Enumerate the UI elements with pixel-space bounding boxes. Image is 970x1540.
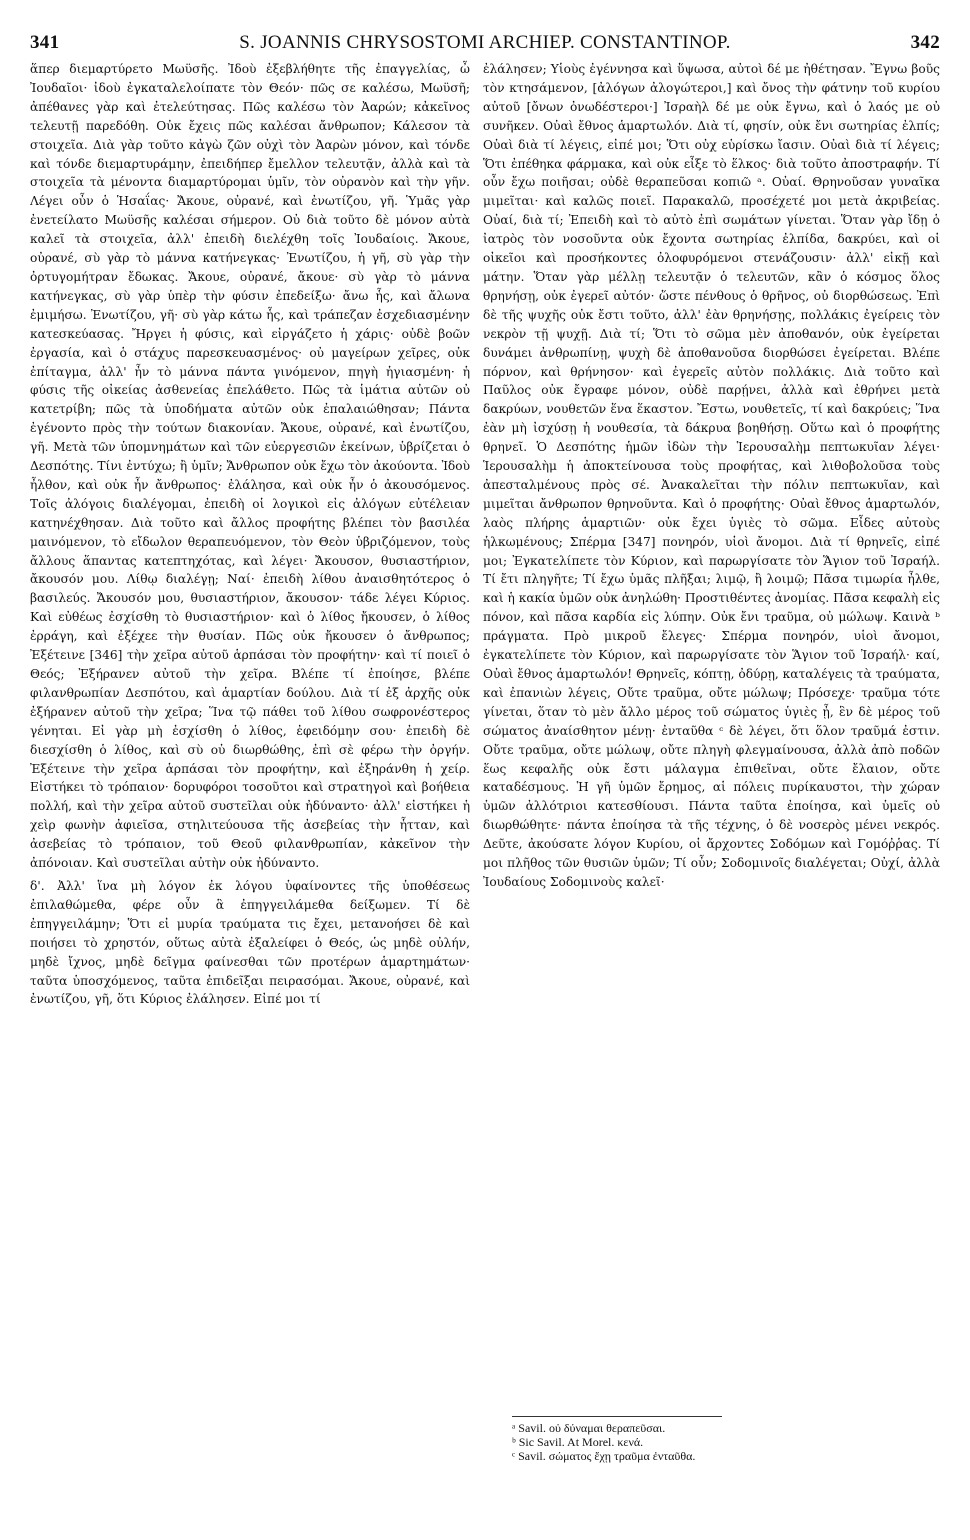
footnote-b: ᵇ Sic Savil. At Morel. κενά. <box>512 1435 644 1449</box>
page-header <box>30 32 940 56</box>
left-paragraph-2: δ'. Ἀλλ' ἵνα μὴ λόγον ἐκ λόγου ὑφαίνοντες τῆς ὑποθέσεως ἐπιλαθώμεθα, φέρε οὖν ἃ ἐπηγγειλάμεθα δείξωμεν. Τί δὲ ἐπηγγειλάμην; Ὅτι εἰ μυρία τραύματα τις ἔχει, μετανοήσει δὲ καὶ ποιήσει τὸ χρηστόν, οὕτως αὐτὰ ἐξαλείφει ὁ Θεός, ὡς μηδὲ οὐλήν, μηδὲ ἴχνος, μηδὲ δεῖγμα φαίνεσθαι τῶν προτέρων ἁμαρτημάτων· ταῦτα ὑποσχόμενος, ταῦτα ἐπιδεῖξαι πειρασόμαι. Ἄκουε, οὐρανέ, καὶ ἐνωτίζου, γῆ, ὅτι Κύριος ἐλάλησεν. Εἰπέ μοι τί <box>30 878 470 1007</box>
footnote-rule <box>512 1416 722 1417</box>
left-column <box>30 60 470 1460</box>
page-number-right: 342 <box>910 32 940 53</box>
left-paragraph-1: ἅπερ διεμαρτύρετο Μωϋσῆς. Ἰδοὺ ἐξεβλήθητε τῆς ἐπαγγελίας, ὦ Ἰουδαῖοι· ἰδοὺ ἐγκαταλελοίπατε τὸν Θεόν· πῶς σε καλέσω, Μωϋσῆ; ἀπέθανες γὰρ καὶ ἐτελεύτησας. Πῶς καλέσω τὸν Ἀαρών; κἀκεῖνος τελευτῇ παρεδόθη. Οὐκ ἔχεις πῶς καλέσαι ἄνθρωπον; Κάλεσον τὰ στοιχεῖα. Διὰ γὰρ τοῦτο κἀγὼ ζῶν οὐχὶ τὸν Ἀαρὼν μόνον, καὶ τόνδε καὶ τόνδε διεμαρτυράμην, ἐπειδήπερ ἔμελλον τελευτᾷν, ἀλλὰ καὶ τὰ στοιχεῖα τὰ μένοντα διαμαρτύρομαι ὑμῖν, τὸν οὐρανὸν καὶ τὴν γῆν. Λέγει οὖν ὁ Ἡσαΐας· Ἄκουε, οὐρανέ, καὶ ἐνωτίζου, γῆ. Ὑμᾶς γὰρ ἐνετείλατο Μωϋσῆς καλέσαι σήμερον. Οὐ διὰ τοῦτο δὲ μόνον αὐτὰ καλεῖ τὰ στοιχεῖα, ἀλλ' ἐπειδὴ διελέχθη τοῖς Ἰουδαίοις. Ἄκουε, οὐρανέ, σὺ γὰρ τὸ μάννα κατήνεγκας· Ἐνωτίζου, ἡ γῆ, σὺ γὰρ τὴν ὀρτυγομήτραν ἔδωκας. Ἄκουε, οὐρανέ, ἄκουε· σὺ γὰρ τὸ μάννα κατήνεγκας, σὺ γὰρ ὑπὲρ τὴν φύσιν ἐπεδείξω· ἄνω ἧς, καὶ ἄλωνα ἐμιμήσω. Ἐνωτίζου, γῆ· σὺ γὰρ κάτω ἧς, καὶ τράπεζαν ἐσχεδιασμένην κατεσκεύασας. Ἤργει ἡ φύσις, καὶ εἰργάζετο ἡ χάρις· οὐδὲ βοῶν ἐργασία, καὶ ὁ στάχυς παρεσκευασμένος· οὐ μαγείρων χεῖρες, οὐκ ἐπίταγμα, ἀλλ' ἦν τὸ μάννα πάντα γινόμενον, πηγὴ ἡγιασμένη· ἡ φύσις τῆς οἰκείας ἀσθενείας ἐπελάθετο. Πῶς τὰ ἱμάτια αὐτῶν οὐ κατετρίβη; πῶς τὰ ὑποδήματα αὐτῶν οὐκ ἐπαλαιώθησαν; Πάντα ἐγένοντο πρὸς τὴν τούτων διακονίαν. Ἄκουε, οὐρανέ, καὶ ἐνωτίζου, γῆ. Μετὰ τῶν ὑπομνημάτων καὶ τῶν εὐεργεσιῶν ἐκείνων, ὑβρίζεται ὁ Δεσπότης. Τίνι ἐντύχω; ἢ ὑμῖν; Ἄνθρωπον οὐκ ἔχω τὸν ἀκούοντα. Ἰδοὺ ἦλθον, καὶ οὐκ ἦν ἄνθρωπος· ἐλάλησα, καὶ οὐκ ἦν ὁ ἀκουσόμενος. Τοῖς ἀλόγοις διαλέγομαι, ἐπειδὴ οἱ λογικοὶ εἰς ἀλόγων εὐτέλειαν κατηνέχθησαν. Διὰ τοῦτο καὶ ἄλλος προφήτης βλέπει τὸν βασιλέα μαινόμενον, τὸ εἴδωλον θεραπευόμενον, τὸν Θεὸν ὑβριζόμενον, τοὺς ἄλλους ἅπαντας κατεπτηχότας, καὶ λέγει· Ἄκουσον, θυσιαστήριον, ἄκουσόν μου. Λίθῳ διαλέγῃ; Ναί· ἐπειδὴ λίθου ἀναισθητότερος ὁ βασιλεύς. Ἄκουσόν μου, θυσιαστήριον, ἄκουσον· τάδε λέγει Κύριος. Καὶ εὐθέως ἐσχίσθη τὸ θυσιαστήριον· καὶ ὁ λίθος ἤκουσεν, ὁ λίθος ἐρράγη, καὶ ἐξέχεε τὴν θυσίαν. Πῶς οὐκ ἤκουσεν ὁ ἄνθρωπος; Ἐξέτεινε [346] τὴν χεῖρα αὐτοῦ ἁρπάσαι τὸν προφήτην· καὶ τί ποιεῖ ὁ Θεός; Ἐξήρανεν αὐτοῦ τὴν χεῖρα. Βλέπε τί ἐποίησε, βλέπε φιλανθρωπίαν Δεσπότου, καὶ ἁμαρτίαν δούλου. Διὰ τί ἐξ ἀρχῆς οὐκ ἐξήρανεν αὐτοῦ τὴν χεῖρα; Ἵνα τῷ πάθει τοῦ λίθου σωφρονέστερος γένηται. Εἰ γὰρ μὴ ἐσχίσθη ὁ λίθος, ἐφειδόμην σου· ἐπειδὴ δὲ διεσχίσθη ὁ λίθος, καὶ σὺ οὐ διωρθώθης, ἐπὶ σὲ φέρω τὴν ὀργήν. Ἐξέτεινε τὴν χεῖρα ἁρπάσαι τὸν προφήτην, καὶ ἐξηράνθη ἡ χείρ. Εἰστήκει τὸ τρόπαιον· δορυφόροι τοσοῦτοι καὶ στρατηγοὶ καὶ βοήθεια πολλή, καὶ τὴν χεῖρα αὐτοῦ συστεῖλαι οὐκ ἠδύναντο· ἀλλ' εἰστήκει ἡ χεὶρ φωνὴν ἀφιεῖσα, στηλιτεύουσα τῆς ἀσεβείας τὴν ἧτταν, καὶ ἀσεβείας τὸ τρόπαιον, τοῦ Θεοῦ φιλανθρωπίαν, κἀκεῖνον τὴν ἀπόνοιαν. Καὶ συστεῖλαι αὐτὴν οὐκ ἠδύναντο. <box>30 62 470 871</box>
right-column <box>483 60 940 1460</box>
right-paragraph-1: ἐλάλησεν; Υἱοὺς ἐγέννησα καὶ ὕψωσα, αὐτοὶ δέ με ἠθέτησαν. Ἔγνω βοῦς τὸν κτησάμενον, [ἀλόγων ἀλογώτεροι,] καὶ ὄνος τὴν φάτνην τοῦ κυρίου αὐτοῦ [ὄνων ὀνωδέστεροι·] Ἰσραὴλ δέ με οὐκ ἔγνω, καὶ ὁ λαός με οὐ συνῆκεν. Οὐαὶ ἔθνος ἁμαρτωλόν. Διὰ τί, φησίν, οὐκ ἔνι σωτηρίας ἐλπίς; Οὐαὶ διὰ τί λέγεις, εἰπέ μοι; Ὅτι οὐχ εὑρίσκω ἴασιν. Οὐαὶ διὰ τί λέγεις; Ὅτι ἐπέθηκα φάρμακα, καὶ οὐκ εἶξε τὸ ἕλκος· διὰ τοῦτο ἀποστραφήν. Τί οὖν ἔχω ποιῆσαι; οὐδὲ θεραπεῦσαι κοπιῶ ᵃ. Οὐαί. Θρηνοῦσαν γυναῖκα μιμεῖται· καὶ καλῶς ποιεῖ. Παρακαλῶ, προσέχετέ μοι μετὰ ἀκριβείας. Οὐαί, διὰ τί; Ἐπειδὴ καὶ τὸ αὐτὸ ἐπὶ σωμάτων γίνεται. Ὅταν γὰρ ἴδῃ ὁ ἰατρὸς τὸν νοσοῦντα οὐκ ἔχοντα σωτηρίας ἐλπίδα, δακρύει, καὶ οἱ οἰκεῖοι καὶ προσήκοντες ὀλοφυρόμενοι στενάζουσιν· ἀλλ' εἰκῇ καὶ μάτην. Ὅταν γὰρ μέλλῃ τελευτᾷν ὁ τελευτῶν, κἂν ὁ κόσμος ὅλος θρηνήσῃ, οὐκ ἐγερεῖ αὐτόν· ὥστε πένθους ὁ θρῆνος, οὐ διορθώσεως. Ἐπὶ δὲ τῆς ψυχῆς οὐκ ἔστι τοῦτο, ἀλλ' ἐὰν θρηνήσῃς, πολλάκις ἐγείρεις τὸν νεκρὸν τῇ ψυχῇ. Διὰ τί; Ὅτι τὸ σῶμα μὲν ἀποθανόν, οὐκ ἐγείρεται δυνάμει ἀνθρωπίνῃ, ψυχὴ δὲ ἀποθανοῦσα διορθώσει ἐγείρεται. Βλέπε πόρνον, καὶ θρήνησον· καὶ ἐγερεῖς αὐτὸν πολλάκις. Διὰ τοῦτο καὶ Παῦλος οὐκ ἔγραφε μόνον, οὐδὲ παρῄνει, ἀλλὰ καὶ ἐθρήνει μετὰ δακρύων, νουθετῶν ἕνα ἕκαστον. Ἔστω, νουθετεῖς, τί καὶ δακρύεις; Ἵνα ἐὰν μὴ ἰσχύσῃ ἡ νουθεσία, τὰ δάκρυα βοηθήσῃ. Οὕτω καὶ ὁ προφήτης θρηνεῖ. Ὁ Δεσπότης ἡμῶν ἰδὼν τὴν Ἱερουσαλὴμ πεπτωκυῖαν λέγει· Ἱερουσαλὴμ ἡ ἀποκτείνουσα τοὺς προφήτας, καὶ λιθοβολοῦσα τοὺς ἀπεσταλμένους πρὸς σέ. Ἀνακαλεῖται τὴν πόλιν πεπτωκυῖαν, καὶ μιμεῖται ἄνθρωπον θρηνοῦντα. Καὶ ὁ προφήτης· Οὐαὶ ἔθνος ἁμαρτωλόν, λαὸς πλήρης ἁμαρτιῶν· οὐκ ἔχει ὑγιὲς τὸ σῶμα. Εἶδες αὐτοὺς ἡλκωμένους; Σπέρμα [347] πονηρόν, υἱοὶ ἄνομοι. Διὰ τί θρηνεῖς, εἰπέ μοι; Ἐγκατελίπετε τὸν Κύριον, καὶ παρωργίσατε τὸν Ἅγιον τοῦ Ἰσραήλ. Τί ἔτι πληγῆτε; Τί ἔχω ὑμᾶς πλῆξαι; λιμῷ, ἢ λοιμῷ; Πᾶσα τιμωρία ἦλθε, καὶ ἡ κακία ὑμῶν οὐκ ἀνηλώθη· Προστιθέντες ἀνομίας. Πᾶσα κεφαλὴ εἰς πόνον, καὶ πᾶσα καρδία εἰς λύπην. Οὐκ ἔνι τραῦμα, οὐ μώλωψ. Καινὰ ᵇ πράγματα. Πρὸ μικροῦ ἔλεγες· Σπέρμα πονηρόν, υἱοὶ ἄνομοι, ἐγκατελίπετε τὸν Κύριον, καὶ παρωργίσατε τὸν Ἅγιον τοῦ Ἰσραήλ· καί, Οὐαὶ ἔθνος ἁμαρτωλόν! Θρηνεῖς, κόπτῃ, ὀδύρῃ, καταλέγεις τὰ τραύματα, καὶ ἐπανιὼν λέγεις, Οὔτε τραῦμα, οὔτε μώλωψ; Πρόσεχε· τραῦμα τότε γίνεται, ὅταν τὸ μὲν ἄλλο μέρος τοῦ σώματος ὑγιὲς ᾖ, ἓν δὲ μέρος τοῦ σώματος ἀναίσθητον μένῃ· ἐνταῦθα ᶜ δὲ λέγει, ὅτι ὅλον τραῦμά ἐστιν. Οὔτε τραῦμα, οὔτε μώλωψ, οὔτε πληγὴ φλεγμαίνουσα, ἀλλὰ ἀπὸ ποδῶν ἕως κεφαλῆς οὐκ ἔστι μάλαγμα ἐπιθεῖναι, οὔτε ἔλαιον, οὔτε καταδέσμους. Ἡ γῆ ὑμῶν ἔρημος, αἱ πόλεις πυρίκαυστοι, τὴν χώραν ὑμῶν ἀλλότριοι κατεσθίουσι. Πάντα ταῦτα ἐποίησα, καὶ ὑμεῖς οὐ διωρθώθητε· πάντα ἐποίησα τὰ τῆς τέχνης, ὁ δὲ νοσερὸς μένει νεκρός. Δεῦτε, ἀκούσατε λόγον Κυρίου, οἱ ἄρχοντες Σοδόμων καὶ Γομόῤῥας. Τί μοι πλῆθος τῶν θυσιῶν ὑμῶν; Τί οὖν; Σοδομινοῖς διαλέγεται; Οὐχί, ἀλλὰ Ἰουδαίους Σοδομινοὺς καλεῖ· <box>483 62 940 889</box>
page-number-left: 341 <box>30 32 60 53</box>
footnote-c: ᶜ Savil. σώματος ἔχῃ τραῦμα ἐνταῦθα. <box>512 1449 696 1463</box>
running-title: S. JOANNIS CHRYSOSTOMI ARCHIEP. CONSTANTINOP. <box>239 32 731 53</box>
footnotes <box>512 1416 932 1463</box>
footnote-a: ᵃ Savil. οὐ δύναμαι θεραπεῦσαι. <box>512 1421 666 1435</box>
